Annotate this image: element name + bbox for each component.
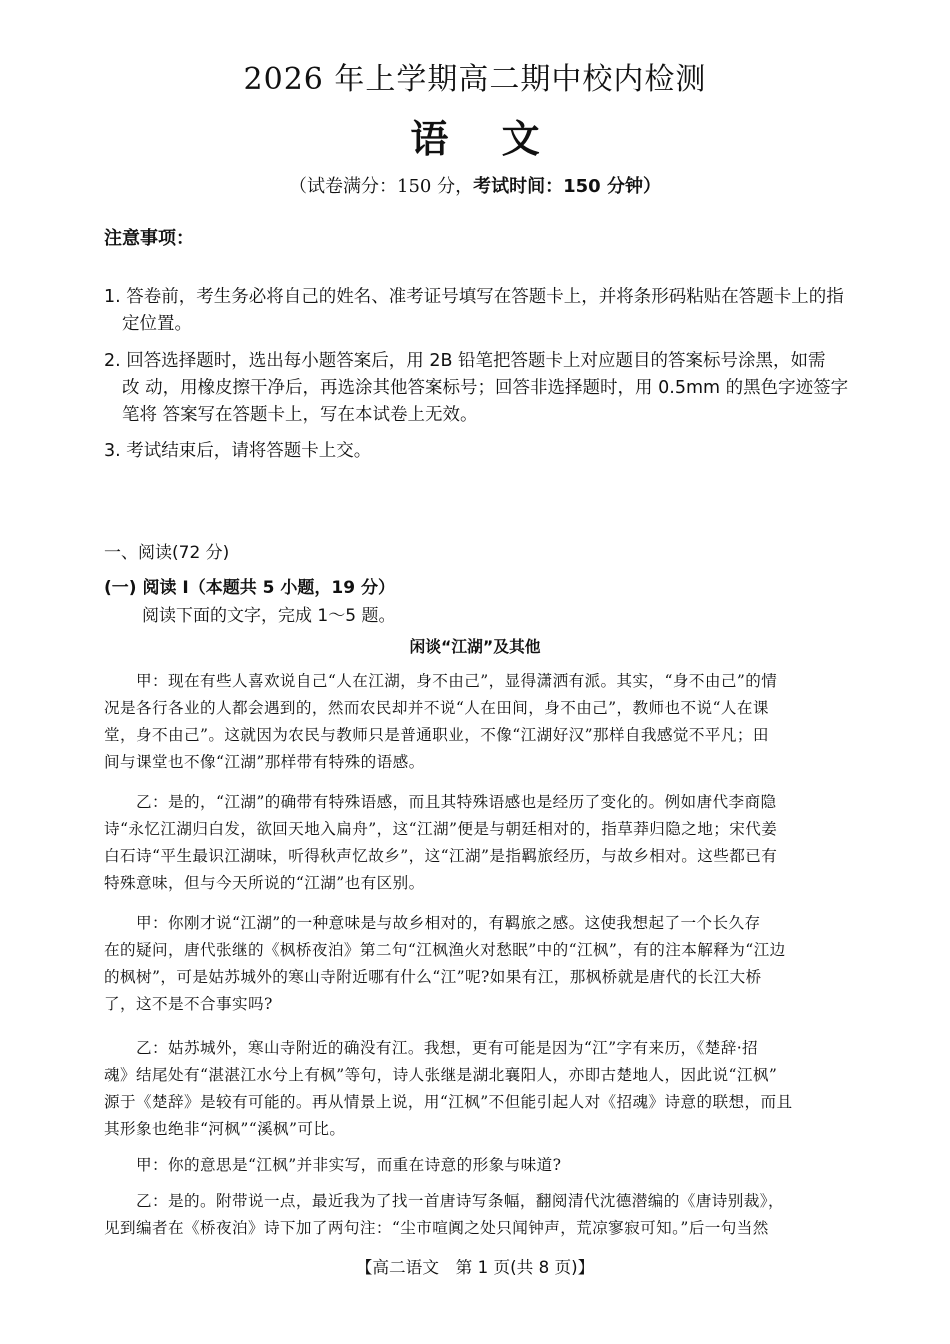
exam-title: 2026 年上学期高二期中校内检测 xyxy=(243,62,707,97)
passage-line: 况是各行各业的人都会遇到的，然而农民却并不说“人在田间，身不由己”，教师也不说“人在课 xyxy=(104,699,769,717)
notice-item-2-cont-a: 改 动，用橡皮擦干净后，再选涂其他答案标号；回答非选择题时，用 0.5mm 的黑色字迹签字 xyxy=(122,378,849,398)
page-footer: 【高二语文 第 1 页(共 8 页)】 xyxy=(355,1258,595,1277)
notice-item-1-cont: 定位置。 xyxy=(122,314,192,334)
section-subheading: (一) 阅读 I（本题共 5 小题，19 分） xyxy=(104,578,395,598)
passage-line: 了，这不是不合事实吗? xyxy=(104,995,273,1013)
passage-line: 白石诗“平生最识江湖味，听得秋声忆故乡”，这“江湖”是指羁旅经历，与故乡相对。这些都已有 xyxy=(104,847,778,865)
passage-line: 乙：是的，“江湖”的确带有特殊语感，而且其特殊语感也是经历了变化的。例如唐代李商隐 xyxy=(104,793,777,811)
passage-line: 甲：你刚才说“江湖”的一种意味是与故乡相对的，有羁旅之感。这使我想起了一个长久存 xyxy=(104,914,761,932)
passage-line: 乙：是的。附带说一点，最近我为了找一首唐诗写条幅，翻阅清代沈德潜编的《唐诗别裁》， xyxy=(104,1192,784,1210)
exam-info xyxy=(0,172,950,198)
passage-line: 源于《楚辞》是较有可能的。再从情景上说，用“江枫”不但能引起人对《招魂》诗意的联想，而且 xyxy=(104,1093,793,1111)
notice-item-2: 2. 回答选择题时，选出每小题答案后，用 2B 铅笔把答题卡上对应题目的答案标号涂黑，如需 xyxy=(104,351,826,371)
passage-line: 乙：姑苏城外，寒山寺附近的确没有江。我想，更有可能是因为“江”字有来历，《楚辞·招 xyxy=(104,1039,759,1057)
passage-line: 特殊意味，但与今天所说的“江湖”也有区别。 xyxy=(104,874,425,892)
passage-line: 在的疑问，唐代张继的《枫桥夜泊》第二句“江枫渔火对愁眠”中的“江枫”，有的注本解释为“江边 xyxy=(104,941,786,959)
exam-info-score: （试卷满分：150 分， xyxy=(289,176,474,197)
passage-line: 诗“永忆江湖归白发，欲回天地入扁舟”，这“江湖”便是与朝廷相对的，指草莽归隐之地；宋代姜 xyxy=(104,820,778,838)
section-instruction: 阅读下面的文字，完成 1～5 题。 xyxy=(142,606,396,626)
passage-title: 闲谈“江湖”及其他 xyxy=(409,637,541,656)
notice-heading: 注意事项： xyxy=(104,228,194,249)
passage-line: 见到编者在《桥夜泊》诗下加了两句注：“尘市喧阗之处只闻钟声，荒凉寥寂可知。”后一句当然 xyxy=(104,1219,769,1237)
passage-line: 的枫树”，可是姑苏城外的寒山寺附近哪有什么“江”呢?如果有江，那枫桥就是唐代的长江大桥 xyxy=(104,968,762,986)
notice-item-1: 1. 答卷前，考生务必将自己的姓名、准考证号填写在答题卡上，并将条形码粘贴在答题卡上的指 xyxy=(104,287,844,307)
section-heading: 一、阅读(72 分) xyxy=(104,543,230,563)
passage-line: 堂，身不由己”。这就因为农民与教师只是普通职业，不像“江湖好汉”那样自我感觉不平凡；田 xyxy=(104,726,769,744)
passage-line: 甲：你的意思是“江枫”并非实写，而重在诗意的形象与味道? xyxy=(104,1156,562,1174)
passage-line: 魂》结尾处有“湛湛江水兮上有枫”等句，诗人张继是湖北襄阳人，亦即古楚地人，因此说“江枫” xyxy=(104,1066,778,1084)
notice-item-2-cont-b: 笔将 答案写在答题卡上，写在本试卷上无效。 xyxy=(122,405,478,425)
subject-title: 语 文 xyxy=(410,117,540,161)
notice-item-3: 3. 考试结束后，请将答题卡上交。 xyxy=(104,441,372,461)
passage-line: 其形象也绝非“河枫”“溪枫”可比。 xyxy=(104,1120,346,1138)
exam-info-time: 考试时间：150 分钟） xyxy=(473,176,661,197)
passage-line: 甲：现在有些人喜欢说自己“人在江湖，身不由己”，显得潇洒有派。其实，“身不由己”的情 xyxy=(104,672,778,690)
passage-line: 间与课堂也不像“江湖”那样带有特殊的语感。 xyxy=(104,753,425,771)
